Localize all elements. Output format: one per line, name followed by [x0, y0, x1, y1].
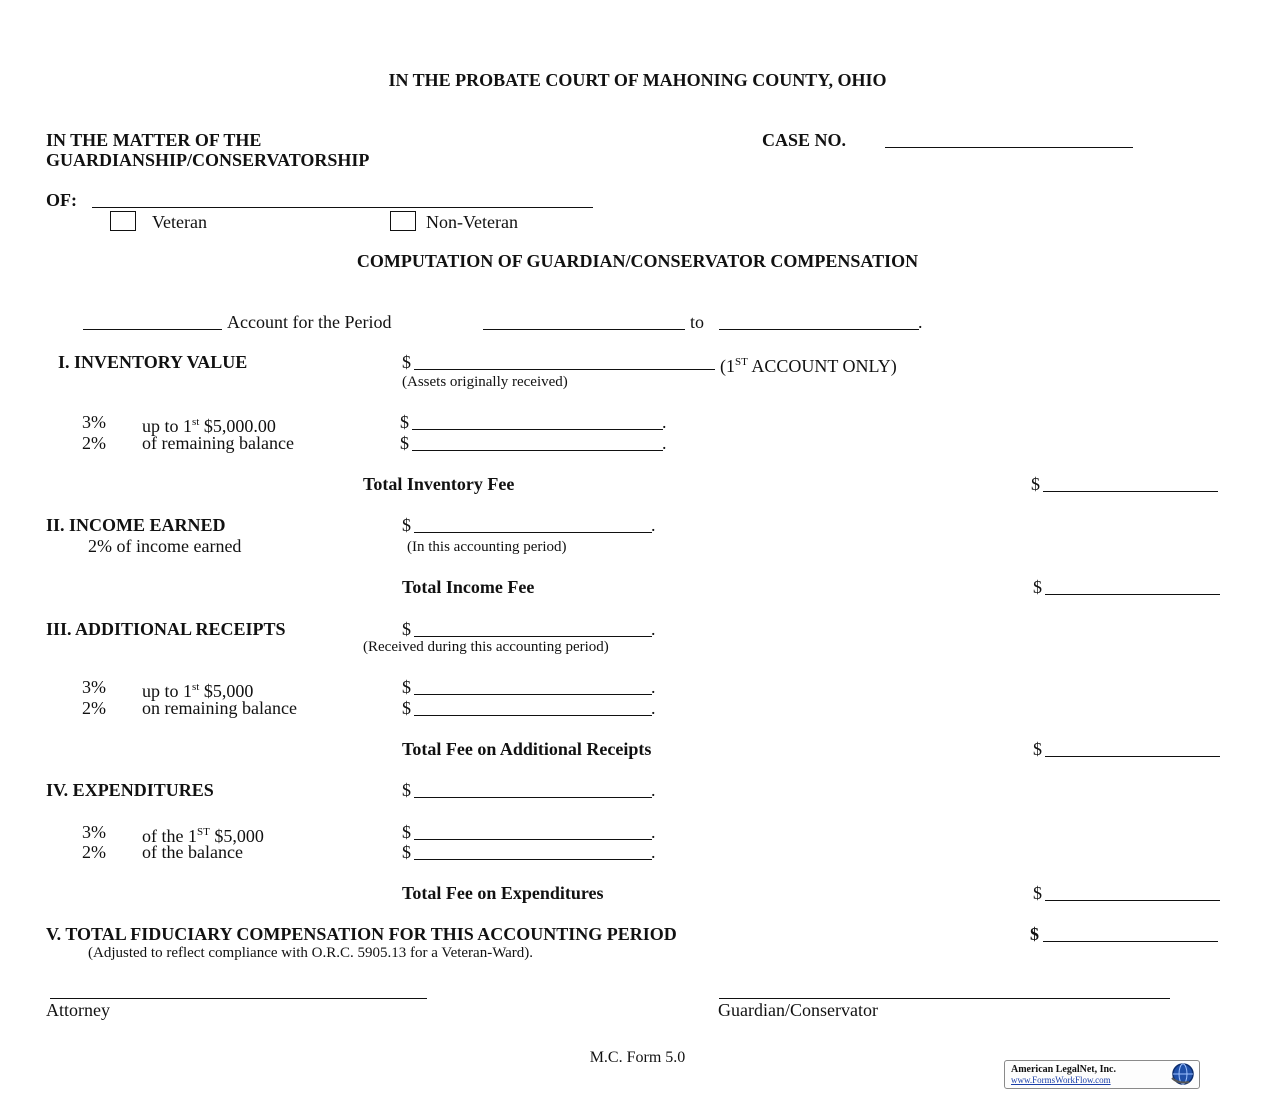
receipts-row1-label: up to 1st $5,000 — [142, 681, 254, 701]
receipts-row2-pct: 2% — [82, 698, 106, 718]
period-start-field[interactable] — [483, 312, 685, 330]
income-earned-heading: II. INCOME EARNED — [46, 515, 226, 535]
total-expenditures-fee-field[interactable] — [1045, 883, 1220, 901]
receipts-row2-field[interactable] — [414, 698, 652, 716]
inventory-value-dollar: $ — [402, 352, 411, 372]
receipts-row2-dot: . — [651, 698, 656, 718]
inventory-row1-label: up to 1st $5,000.00 — [142, 416, 276, 436]
matter-line-2: GUARDIANSHIP/CONSERVATORSHIP — [46, 150, 370, 170]
total-receipts-fee-dollar: $ — [1033, 739, 1042, 759]
case-no-field[interactable] — [885, 130, 1133, 148]
receipts-period-note: (Received during this accounting period) — [363, 639, 609, 655]
total-compensation-field[interactable] — [1043, 924, 1218, 942]
expenditures-dot: . — [651, 780, 656, 800]
total-income-fee-dollar: $ — [1033, 577, 1042, 597]
inventory-row1-pct: 3% — [82, 412, 106, 432]
case-no-label: CASE NO. — [762, 130, 847, 150]
receipts-row1-dot: . — [651, 677, 656, 697]
first-account-note: (1ST ACCOUNT ONLY) — [720, 356, 897, 376]
court-title: IN THE PROBATE COURT OF MAHONING COUNTY, OHIO — [388, 70, 887, 90]
inventory-value-heading: I. INVENTORY VALUE — [58, 352, 248, 372]
receipts-row2-label: on remaining balance — [142, 698, 297, 718]
income-period-note: (In this accounting period) — [407, 539, 567, 555]
income-earned-dollar: $ — [402, 515, 411, 535]
income-earned-dot: . — [651, 515, 656, 535]
expenditures-row1-pct: 3% — [82, 822, 106, 842]
total-income-fee-label: Total Income Fee — [402, 577, 535, 597]
receipts-row2-dollar: $ — [402, 698, 411, 718]
expenditures-heading: IV. EXPENDITURES — [46, 780, 214, 800]
total-compensation-dollar: $ — [1030, 924, 1039, 944]
logo-company-name: American LegalNet, Inc. — [1011, 1064, 1116, 1075]
receipts-row1-field[interactable] — [414, 677, 652, 695]
total-expenditures-fee-label: Total Fee on Expenditures — [402, 883, 604, 903]
period-end-field[interactable] — [719, 312, 919, 330]
expenditures-field[interactable] — [414, 780, 652, 798]
additional-receipts-field[interactable] — [414, 619, 652, 637]
total-inventory-fee-dollar: $ — [1031, 474, 1040, 494]
inventory-value-field[interactable] — [414, 352, 715, 370]
guardian-label: Guardian/Conservator — [718, 1000, 878, 1020]
inventory-row2-dollar: $ — [400, 433, 409, 453]
attorney-label: Attorney — [46, 1000, 110, 1020]
expenditures-row1-dollar: $ — [402, 822, 411, 842]
of-label: OF: — [46, 190, 77, 210]
non-veteran-checkbox[interactable] — [390, 211, 416, 231]
income-earned-sub: 2% of income earned — [88, 536, 242, 556]
expenditures-row1-dot: . — [651, 822, 656, 842]
income-earned-field[interactable] — [414, 515, 652, 533]
additional-receipts-dot: . — [651, 619, 656, 639]
form-number: M.C. Form 5.0 — [589, 1049, 686, 1066]
total-expenditures-fee-dollar: $ — [1033, 883, 1042, 903]
expenditures-row1-label: of the 1ST $5,000 — [142, 826, 264, 846]
attorney-signature-line[interactable] — [50, 982, 427, 999]
total-inventory-fee-label: Total Inventory Fee — [363, 474, 515, 494]
receipts-row1-pct: 3% — [82, 677, 106, 697]
ward-name-field[interactable] — [92, 190, 593, 208]
expenditures-row2-dollar: $ — [402, 842, 411, 862]
american-legalnet-logo[interactable] — [1004, 1060, 1200, 1089]
account-period-label: Account for the Period — [227, 312, 392, 332]
total-receipts-fee-field[interactable] — [1045, 739, 1220, 757]
total-income-fee-field[interactable] — [1045, 577, 1220, 595]
receipts-row1-dollar: $ — [402, 677, 411, 697]
inventory-row2-dot: . — [662, 433, 667, 453]
expenditures-dollar: $ — [402, 780, 411, 800]
account-number-field[interactable] — [83, 312, 222, 330]
expenditures-row2-field[interactable] — [414, 842, 652, 860]
inventory-row1-field[interactable] — [412, 412, 663, 430]
period-end-dot: . — [918, 312, 923, 332]
inventory-row2-field[interactable] — [412, 433, 663, 451]
additional-receipts-dollar: $ — [402, 619, 411, 639]
expenditures-row2-label: of the balance — [142, 842, 243, 862]
logo-url[interactable]: www.FormsWorkFlow.com — [1011, 1075, 1111, 1085]
guardian-signature-line[interactable] — [719, 982, 1170, 999]
inventory-row2-pct: 2% — [82, 433, 106, 453]
total-receipts-fee-label: Total Fee on Additional Receipts — [402, 739, 652, 759]
additional-receipts-heading: III. ADDITIONAL RECEIPTS — [46, 619, 286, 639]
veteran-checkbox[interactable] — [110, 211, 136, 231]
expenditures-row2-dot: . — [651, 842, 656, 862]
globe-icon — [1169, 1062, 1195, 1086]
veteran-ward-note: (Adjusted to reflect compliance with O.R.C. 5905.13 for a Veteran-Ward). — [88, 945, 534, 961]
period-to-label: to — [690, 312, 705, 332]
form-title: COMPUTATION OF GUARDIAN/CONSERVATOR COMPENSATION — [356, 251, 919, 271]
total-compensation-heading: V. TOTAL FIDUCIARY COMPENSATION FOR THIS ACCOUNTING PERIOD — [46, 924, 677, 944]
total-inventory-fee-field[interactable] — [1043, 474, 1218, 492]
assets-note: (Assets originally received) — [402, 374, 568, 390]
inventory-row1-dollar: $ — [400, 412, 409, 432]
veteran-label: Veteran — [152, 212, 207, 232]
inventory-row2-label: of remaining balance — [142, 433, 294, 453]
inventory-row1-dot: . — [662, 412, 667, 432]
non-veteran-label: Non-Veteran — [426, 212, 518, 232]
expenditures-row1-field[interactable] — [414, 822, 652, 840]
matter-line-1: IN THE MATTER OF THE — [46, 130, 262, 150]
expenditures-row2-pct: 2% — [82, 842, 106, 862]
